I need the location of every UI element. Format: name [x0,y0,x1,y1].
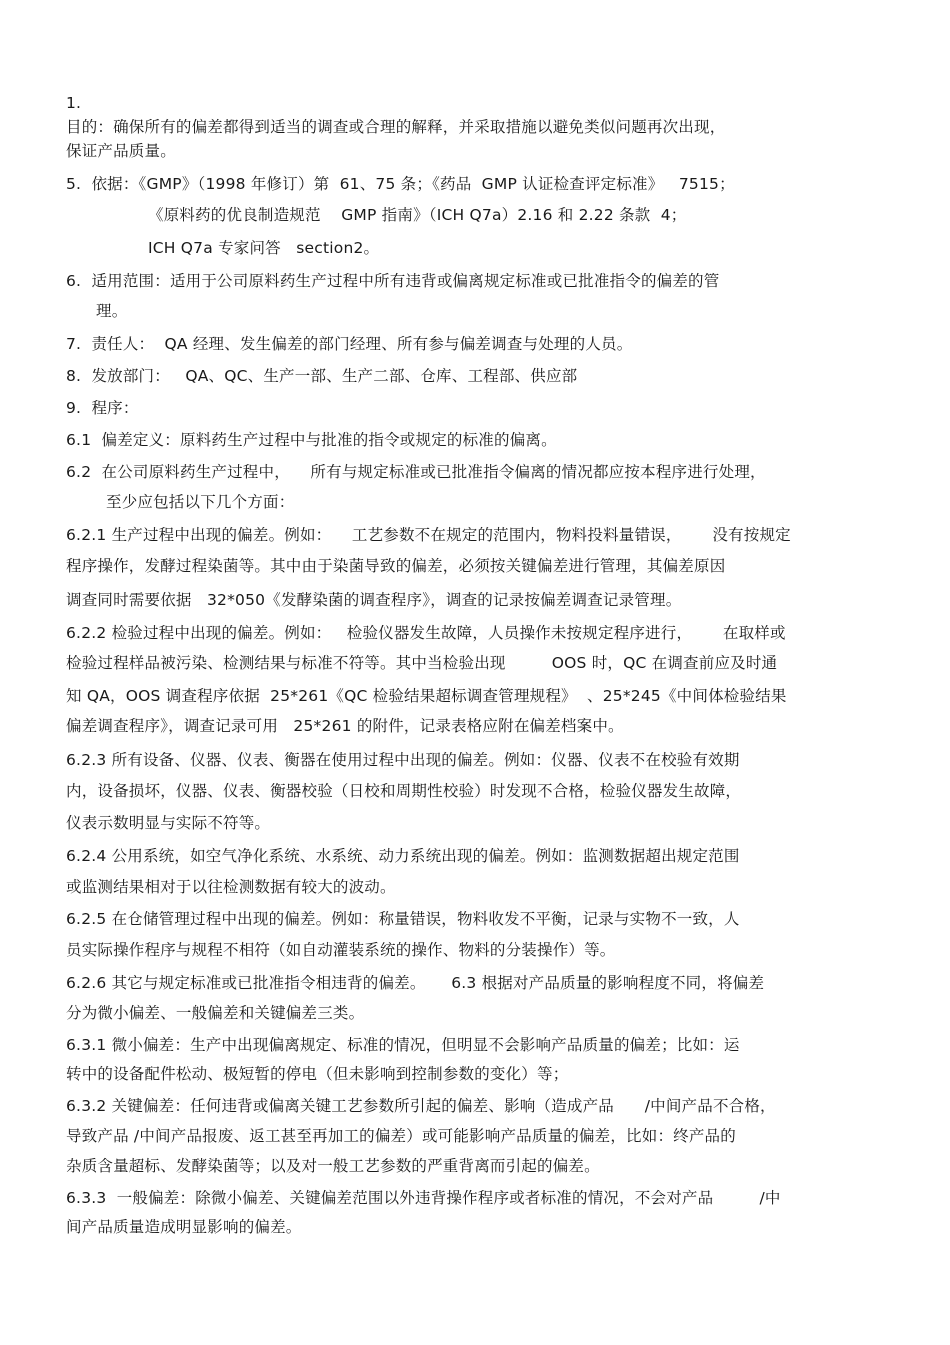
line-scope: 6. 适用范围：适用于公司原料药生产过程中所有违背或偏离规定标准或已批准指令的偏差的管 [66,272,720,290]
line-6-2-5-cont: 员实际操作程序与规程不相符（如自动灌装系统的操作、物料的分装操作）等。 [66,941,616,959]
line-6-2-1-cont-1: 程序操作，发酵过程染菌等。其中由于染菌导致的偏差，必须按关键偏差进行管理，其偏差原因 [66,557,726,575]
line-distribution: 8. 发放部门： QA、QC、生产一部、生产二部、仓库、工程部、供应部 [66,367,578,385]
line-6-2-2-cont-1: 检验过程样品被污染、检测结果与标准不符等。其中当检验出现 OOS 时，QC 在调查前应及时通 [66,654,778,672]
line-6-2-1-cont-2: 调查同时需要依据 32*050《发酵染菌的调查程序》，调查的记录按偏差调查记录管理。 [66,591,682,609]
line-6-3-2-cont-1: 导致产品 /中间产品报废、返工甚至再加工的偏差）或可能影响产品质量的偏差，比如：终产品的 [66,1127,736,1145]
line-6-2-6: 6.2.6 其它与规定标准或已批准指令相违背的偏差。 6.3 根据对产品质量的影响程度不同，将偏差 [66,974,765,992]
line-purpose-cont: 保证产品质量。 [66,142,176,160]
line-6-2-2-cont-2: 知 QA，OOS 调查程序依据 25*261《QC 检验结果超标调查管理规程》 、25*245《中间体检验结果 [66,687,787,705]
line-6-2-4: 6.2.4 公用系统，如空气净化系统、水系统、动力系统出现的偏差。例如：监测数据超出规定范围 [66,847,740,865]
line-heading-1: 1. [66,94,82,112]
line-6-2-4-cont: 或监测结果相对于以往检测数据有较大的波动。 [66,878,396,896]
line-basis-cont-1: 《原料药的优良制造规范 GMP 指南》（ICH Q7a）2.16 和 2.22 条款 4； [148,206,687,224]
line-6-3-3: 6.3.3 一般偏差：除微小偏差、关键偏差范围以外违背操作程序或者标准的情况，不会对产品 /中 [66,1189,781,1207]
line-responsible: 7. 责任人： QA 经理、发生偏差的部门经理、所有参与偏差调查与处理的人员。 [66,335,633,353]
line-6-3-3-cont: 间产品质量造成明显影响的偏差。 [66,1218,302,1236]
line-basis: 5. 依据：《GMP》（1998 年修订）第 61、75 条；《药品 GMP 认证检查评定标准》 7515； [66,175,735,193]
line-6-2: 6.2 在公司原料药生产过程中， 所有与规定标准或已批准指令偏离的情况都应按本程序进行处理， [66,463,766,481]
line-6-2-3: 6.2.3 所有设备、仪器、仪表、衡器在使用过程中出现的偏差。例如：仪器、仪表不在校验有效期 [66,751,740,769]
line-6-2-1: 6.2.1 生产过程中出现的偏差。例如： 工艺参数不在规定的范围内，物料投料量错误， 没有按规定 [66,526,791,544]
line-basis-cont-2: ICH Q7a 专家问答 section2。 [148,239,380,257]
line-6-2-2-cont-3: 偏差调查程序》，调查记录可用 25*261 的附件，记录表格应附在偏差档案中。 [66,717,624,735]
line-procedure: 9. 程序： [66,399,139,417]
line-6-1: 6.1 偏差定义：原料药生产过程中与批准的指令或规定的标准的偏离。 [66,431,557,449]
line-6-3-1-cont: 转中的设备配件松动、极短暂的停电（但未影响到控制参数的变化）等； [66,1065,569,1083]
line-6-2-cont: 至少应包括以下几个方面： [106,493,295,511]
line-6-2-3-cont-1: 内，设备损坏，仪器、仪表、衡器校验（日校和周期性校验）时发现不合格，检验仪器发生故障， [66,782,742,800]
line-6-3-2: 6.3.2 关键偏差：任何违背或偏离关键工艺参数所引起的偏差、影响（造成产品 /中间产品不合格， [66,1097,776,1115]
line-6-2-5: 6.2.5 在仓储管理过程中出现的偏差。例如：称量错误，物料收发不平衡，记录与实物不一致，人 [66,910,740,928]
line-6-2-3-cont-2: 仪表示数明显与实际不符等。 [66,814,271,832]
line-6-2-2: 6.2.2 检验过程中出现的偏差。例如： 检验仪器发生故障，人员操作未按规定程序进行， 在取样或 [66,624,786,642]
line-6-3-1: 6.3.1 微小偏差：生产中出现偏离规定、标准的情况，但明显不会影响产品质量的偏差；比如：运 [66,1036,740,1054]
line-purpose: 目的：确保所有的偏差都得到适当的调查或合理的解释，并采取措施以避免类似问题再次出现， [66,118,726,136]
line-6-3-cont: 分为微小偏差、一般偏差和关键偏差三类。 [66,1004,365,1022]
line-scope-cont: 理。 [96,302,128,320]
line-6-3-2-cont-2: 杂质含量超标、发酵染菌等；以及对一般工艺参数的严重背离而引起的偏差。 [66,1157,600,1175]
